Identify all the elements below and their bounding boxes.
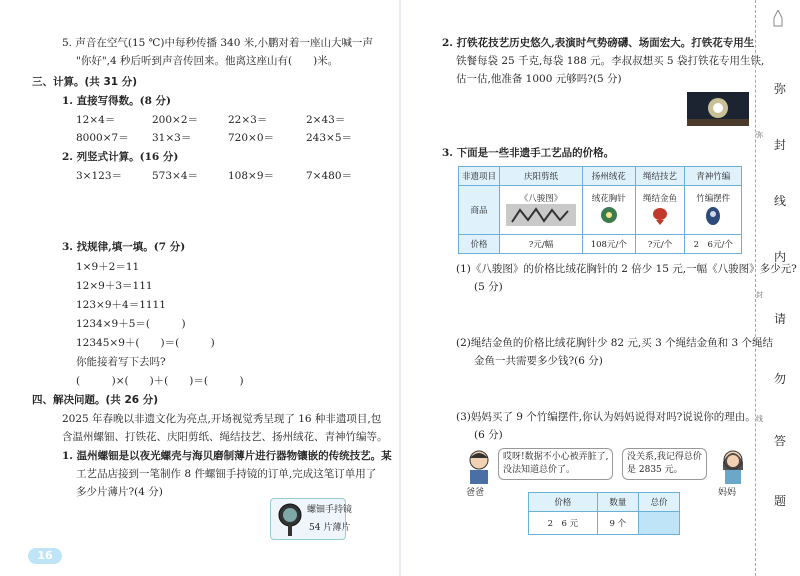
bamboo-ornament-image bbox=[701, 204, 725, 226]
q1-line1: (1)《八骏图》的价格比绒花胸针的 2 倍少 15 元,一幅《八骏图》多少元? bbox=[456, 263, 797, 275]
sub-3-heading: 3. 找规律,填一填。(7 分) bbox=[62, 241, 186, 253]
dad-speech-bubble bbox=[498, 448, 613, 480]
vertical-calc: 573×4＝ bbox=[152, 170, 199, 182]
table-row-label: 商品 bbox=[459, 186, 500, 235]
purchase-qty: 9 个 bbox=[597, 512, 638, 535]
seal-char: 内 bbox=[774, 250, 787, 264]
table-project: 扬州绒花 bbox=[583, 167, 636, 186]
seal-char: 请 bbox=[774, 312, 787, 326]
mom-label: 妈妈 bbox=[718, 488, 737, 498]
vertical-calc: 108×9＝ bbox=[228, 170, 275, 182]
oral-calc: 31×3＝ bbox=[152, 132, 192, 144]
table-goods: 绳结金鱼 bbox=[643, 193, 678, 204]
seal-char: 勿 bbox=[774, 372, 787, 386]
seal-small-char: 封 bbox=[756, 291, 763, 299]
pattern-line: ( )×( )＋( )＝( ) bbox=[76, 375, 244, 387]
seal-small-char: 线 bbox=[756, 415, 763, 423]
mom-avatar bbox=[718, 448, 748, 484]
q3-line1: (3)妈妈买了 9 个竹编摆件,你认为妈妈说得对吗?说说你的理由。 bbox=[456, 411, 756, 423]
vertical-calc: 7×480＝ bbox=[306, 170, 353, 182]
purchase-header: 数量 bbox=[597, 493, 638, 512]
table-goods: 竹编摆件 bbox=[696, 193, 731, 204]
table-goods-cell bbox=[635, 186, 685, 235]
oral-calc: 8000×7＝ bbox=[76, 132, 129, 144]
seal-char: 答 bbox=[774, 434, 787, 448]
table-goods-cell bbox=[500, 186, 583, 235]
section-3-heading: 三、计算。(共 31 分) bbox=[32, 76, 138, 88]
problem-1-line2: 工艺品店接到一笔制作 8 件螺钿手持镜的订单,完成这笔订单用了 bbox=[76, 468, 377, 480]
card-count: 54 片薄片 bbox=[309, 523, 351, 533]
intro-line1: 2025 年春晚以非遗文化为亮点,开场视觉秀呈现了 16 种非遗项目,包 bbox=[62, 413, 382, 425]
iron-flower-photo bbox=[687, 92, 749, 126]
card-title: 螺钿手持镜 bbox=[307, 505, 353, 515]
mom-speech-bubble bbox=[622, 448, 707, 480]
problem-2-line3: 估一估,他准备 1000 元够吗?(5 分) bbox=[456, 73, 622, 85]
table-price: 108元/个 bbox=[583, 235, 636, 254]
pattern-line: 12345×9＋( )＝( ) bbox=[76, 337, 215, 349]
oral-calc: 2×43＝ bbox=[306, 114, 346, 126]
table-goods: 《八骏图》 bbox=[519, 193, 563, 204]
table-price: ?元/个 bbox=[635, 235, 685, 254]
intro-line2: 含温州螺钿、打铁花、庆阳剪纸、绳结技艺、扬州绒花、青神竹编等。 bbox=[62, 431, 388, 443]
page-number: 16 bbox=[28, 548, 62, 564]
mirror-info-card bbox=[270, 498, 353, 540]
problem-2-line2: 铁餐每袋 25 千克,每袋 188 元。李叔叔想买 5 袋打铁花专用生铁, bbox=[456, 55, 765, 67]
velvet-flower-pin-image bbox=[597, 204, 621, 226]
sub-2-heading: 2. 列竖式计算。(16 分) bbox=[62, 151, 179, 163]
dad-label: 爸爸 bbox=[466, 488, 485, 498]
purchase-header: 价格 bbox=[529, 493, 598, 512]
table-goods-cell bbox=[583, 186, 636, 235]
rocket-icon bbox=[772, 10, 784, 30]
section-4-heading: 四、解决问题。(共 26 分) bbox=[32, 394, 159, 406]
q1-line2: (5 分) bbox=[474, 281, 503, 293]
dad-bubble-line2: 没法知道总价了。 bbox=[503, 465, 576, 475]
purchase-total-smudged bbox=[638, 512, 679, 535]
q2-line1: (2)绳结金鱼的价格比绒花胸针少 82 元,买 3 个绳结金鱼和 3 个绳结 bbox=[456, 337, 773, 349]
dad-bubble-line1: 哎呀!数据不小心被弄脏了, bbox=[503, 452, 609, 462]
knot-goldfish-image bbox=[648, 204, 672, 226]
q5-line1: 5. 声音在空气(15 ℃)中每秒传播 340 米,小鹏对着一座山大喊一声 bbox=[62, 37, 374, 49]
oral-calc: 243×5＝ bbox=[306, 132, 353, 144]
pattern-line: 1234×9＋5＝( ) bbox=[76, 318, 186, 330]
oral-calc: 12×4＝ bbox=[76, 114, 116, 126]
pattern-line: 1×9＋2＝11 bbox=[76, 261, 140, 273]
problem-1-line1: 1. 温州螺钿是以夜光螺壳与海贝磨制薄片进行器物镶嵌的传统技艺。某 bbox=[62, 450, 392, 462]
table-goods-cell bbox=[685, 186, 742, 235]
mom-bubble-line1: 没关系,我记得总价 bbox=[627, 452, 702, 462]
q5-line2: "你好",4 秒后听到声音传回来。他离这座山有( )米。 bbox=[76, 55, 339, 67]
table-row-label: 价格 bbox=[459, 235, 500, 254]
horse-papercut-image bbox=[506, 204, 576, 226]
vertical-calc: 3×123＝ bbox=[76, 170, 123, 182]
seal-line-strip bbox=[755, 0, 800, 576]
problem-1-line3: 多少片薄片?(4 分) bbox=[76, 486, 163, 498]
craft-price-table bbox=[458, 166, 742, 254]
q2-line2: 金鱼一共需要多少钱?(6 分) bbox=[474, 355, 603, 367]
hand-mirror-image bbox=[275, 501, 305, 537]
table-project: 绳结技艺 bbox=[635, 167, 685, 186]
q3-line2: (6 分) bbox=[474, 429, 503, 441]
seal-char: 封 bbox=[774, 138, 787, 152]
purchase-price: 2 6 元 bbox=[529, 512, 598, 535]
mom-bubble-line2: 是 2835 元。 bbox=[627, 465, 683, 475]
table-project: 青神竹编 bbox=[685, 167, 742, 186]
oral-calc: 720×0＝ bbox=[228, 132, 275, 144]
oral-calc: 22×3＝ bbox=[228, 114, 268, 126]
dad-avatar bbox=[464, 448, 494, 484]
table-row-label: 非遗项目 bbox=[459, 167, 500, 186]
sub-1-heading: 1. 直接写得数。(8 分) bbox=[62, 95, 172, 107]
seal-char: 题 bbox=[774, 494, 787, 508]
table-goods: 绒花胸针 bbox=[591, 193, 626, 204]
oral-calc: 200×2＝ bbox=[152, 114, 199, 126]
problem-2-line1: 2. 打铁花技艺历史悠久,表演时气势磅礴、场面宏大。打铁花专用生 bbox=[442, 37, 755, 49]
right-page bbox=[400, 0, 800, 576]
problem-3-heading: 3. 下面是一些非遗手工艺品的价格。 bbox=[442, 147, 615, 159]
purchase-table bbox=[528, 492, 680, 535]
seal-char: 弥 bbox=[774, 82, 787, 96]
table-price: ?元/幅 bbox=[500, 235, 583, 254]
pattern-line: 你能接着写下去吗? bbox=[76, 356, 166, 368]
pattern-line: 12×9＋3＝111 bbox=[76, 280, 153, 292]
pattern-line: 123×9＋4＝1111 bbox=[76, 299, 166, 311]
table-project: 庆阳剪纸 bbox=[500, 167, 583, 186]
seal-char: 线 bbox=[774, 194, 787, 208]
table-price: 2 6元/个 bbox=[685, 235, 742, 254]
purchase-header: 总价 bbox=[638, 493, 679, 512]
seal-small-char: 弥 bbox=[756, 131, 763, 139]
